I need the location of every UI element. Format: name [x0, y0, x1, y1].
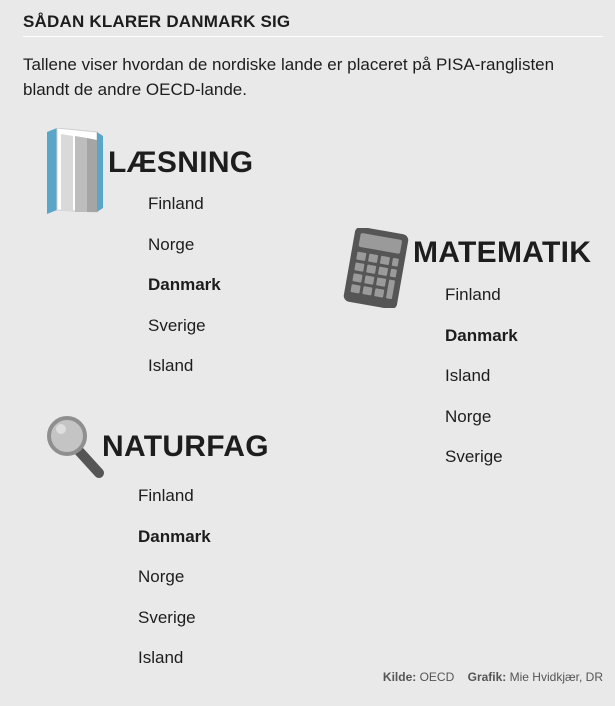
graphic-value: Mie Hvidkjær, DR [509, 670, 603, 684]
country-label: Island [138, 648, 184, 667]
country-label: Sverige [148, 315, 206, 335]
book-icon [45, 128, 105, 214]
country-label: Danmark [138, 526, 211, 546]
country-label: Finland [445, 285, 501, 304]
country-label: Sverige [445, 447, 503, 466]
graphic-label: Grafik: [467, 670, 507, 684]
country-label: Finland [148, 194, 204, 213]
country-label: Norge [445, 406, 492, 426]
country-label: Island [148, 356, 194, 375]
section-title-matematik: MATEMATIK [413, 236, 592, 269]
calculator-icon [343, 228, 409, 308]
section-title-naturfag: NATURFAG [102, 430, 269, 463]
header-title: SÅDAN KLARER DANMARK SIG [23, 12, 291, 31]
source-value: OECD [419, 670, 455, 684]
country-label: Sverige [138, 607, 196, 627]
country-label: Island [445, 366, 491, 385]
country-label: Danmark [445, 325, 518, 345]
section-title-laesning: LÆSNING [108, 146, 254, 179]
country-label: Norge [148, 234, 195, 254]
intro-text: Tallene viser hvordan de nordiske lande er placeret på PISA-ranglisten blandt de andre OECD-lande. [23, 55, 555, 99]
country-label: Finland [138, 486, 194, 505]
header-divider [23, 36, 603, 37]
source-credit [383, 670, 603, 684]
source-label: Kilde: [382, 670, 417, 684]
country-label: Norge [138, 567, 185, 586]
magnifier-icon [45, 415, 107, 481]
country-label: Danmark [148, 275, 221, 294]
